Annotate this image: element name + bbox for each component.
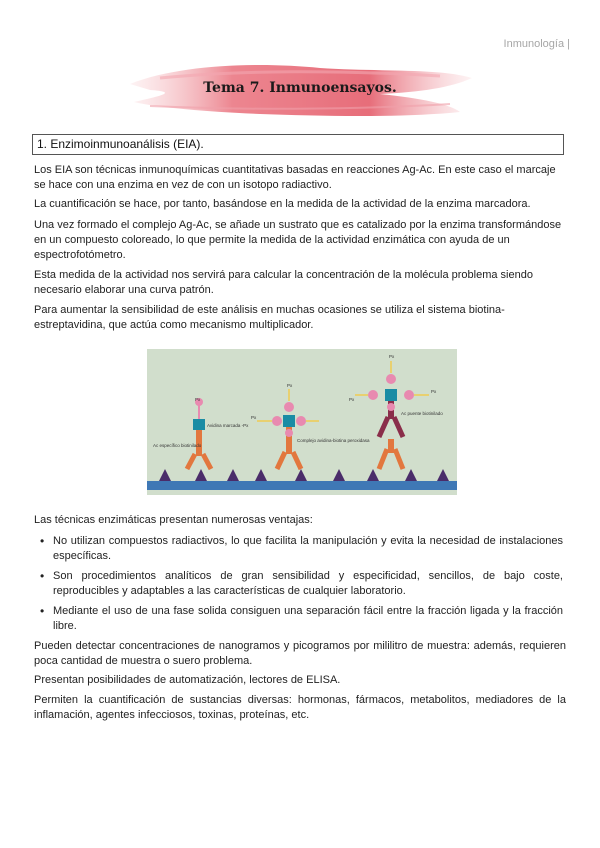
list-item-text: Son procedimientos analíticos de gran sensibilidad y especificidad, sencillos, de bajo coste, reproducibles y adaptables a las características de cualquier laboratorio. bbox=[53, 570, 563, 597]
list-item bbox=[40, 569, 563, 599]
bullet-icon: • bbox=[40, 534, 45, 548]
subject-header: Inmunología | bbox=[503, 38, 570, 50]
advantages-intro: Las técnicas enzimáticas presentan numerosas ventajas: bbox=[34, 514, 313, 526]
bullet-icon: • bbox=[40, 604, 45, 618]
paragraph: Los EIA son técnicas inmunoquímicas cuantitativas basadas en reacciones Ag-Ac. En este caso el marcaje se hace con una enzima en vez de con un isotopo radiactivo. bbox=[34, 164, 556, 191]
solid-phase bbox=[147, 481, 457, 490]
fig-label-ac-especifico: Ac específico biotinilado bbox=[153, 443, 202, 448]
fig-label-px: Px bbox=[195, 397, 201, 402]
list-item bbox=[40, 534, 563, 564]
list-item bbox=[40, 604, 563, 634]
paragraph: Pueden detectar concentraciones de nanogramos y picogramos por mililitro de muestra: además, requieren poca cantidad de muestra o suero problema. bbox=[34, 640, 566, 667]
list-item-text: No utilizan compuestos radiactivos, lo que facilita la manipulación y evita la necesidad de instalaciones específicas. bbox=[53, 535, 563, 562]
bullet-icon: • bbox=[40, 569, 45, 583]
paragraph: Esta medida de la actividad nos servirá para calcular la concentración de la molécula problema siendo necesario elaborar una curva patrón. bbox=[34, 269, 533, 296]
list-item-text: Mediante el uso de una fase solida consiguen una separación fácil entre la fracción ligada y la fracción libre. bbox=[53, 605, 563, 632]
paragraph: Permiten la cuantificación de sustancias diversas: hormonas, fármacos, metabolitos, mediadores de la inflamación, agentes infecciosos, toxinas, proteínas, etc. bbox=[34, 694, 566, 721]
fig-label-px: Px bbox=[287, 383, 293, 388]
paragraph: Presentan posibilidades de automatización, lectores de ELISA. bbox=[34, 674, 341, 686]
fig-label-complejo: Complejo avidina-biotina peroxidasa bbox=[297, 438, 370, 443]
fig-label-px: Px bbox=[349, 397, 355, 402]
page-title: Tema 7. Inmunoensayos. bbox=[203, 80, 397, 96]
section-heading: 1. Enzimoinmunoanálisis (EIA). bbox=[32, 134, 564, 155]
paragraph: Una vez formado el complejo Ag-Ac, se añade un sustrato que es catalizado por la enzima transformándose en un compuesto coloreado, lo que permite la medida de la actividad enzimática con ayuda de un espectrofotómetro. bbox=[34, 219, 562, 261]
fig-label-px: Px bbox=[251, 415, 257, 420]
fig-label-ac-puente: Ac puente biotinilado bbox=[401, 411, 443, 416]
fig-label-px: Px bbox=[389, 354, 395, 359]
paragraph: Para aumentar la sensibilidad de este análisis en muchas ocasiones se utiliza el sistema biotina-estreptavidina, que actúa como mecanismo multiplicador. bbox=[34, 304, 505, 331]
biotin-avidin-diagram bbox=[147, 349, 457, 495]
paragraph: La cuantificación se hace, por tanto, basándose en la medida de la actividad de la enzima marcadora. bbox=[34, 198, 531, 210]
fig-label-px: Px bbox=[431, 389, 437, 394]
fig-label-avidina: Avidina marcada -Px bbox=[207, 423, 249, 428]
